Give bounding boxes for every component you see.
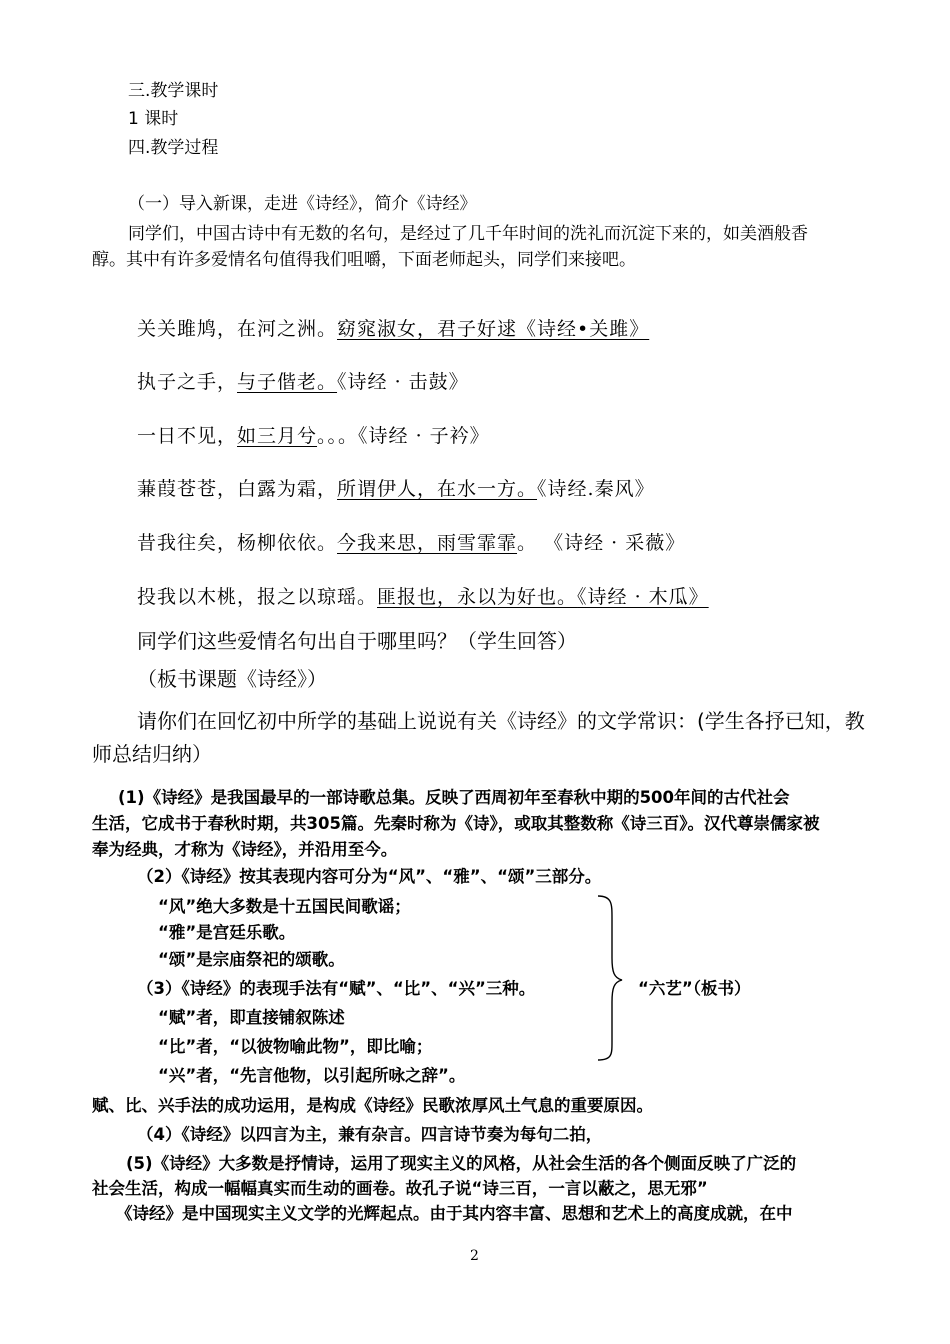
poem-line [137, 528, 685, 555]
note-reason: 赋、比、兴手法的成功运用，是构成《诗经》民歌浓厚风土气息的重要原因。 [92, 1096, 653, 1115]
poem-line-plain: 一日不见， [137, 425, 238, 447]
poem-line [137, 474, 655, 501]
question-line: 同学们这些爱情名句出自于哪里吗？（学生回答） [137, 629, 577, 653]
page-number: 2 [470, 1248, 479, 1264]
poem-line-underlined: 窈窕淑女，君子好逑 [337, 318, 518, 340]
poem-line [137, 582, 709, 609]
poem-line [137, 421, 490, 448]
ask-line2: 师总结归纳） [92, 742, 212, 766]
note-3: （3）《诗经》的表现手法有“赋”、“比”、“兴”三种。 [137, 979, 536, 998]
poem-line [137, 314, 649, 341]
poem-source: 《诗经•关雎》 [517, 318, 650, 340]
poem-line-plain: 投我以木桃，报之以琼瑶。 [137, 586, 378, 608]
board-note: （板书课题《诗经》） [137, 667, 327, 691]
intro-paragraph-line1: 同学们，中国古诗中有无数的名句，是经过了几千年时间的洗礼而沉淀下来的，如美酒般香 [128, 224, 808, 244]
heading-teaching-process: 四.教学过程 [128, 138, 219, 158]
hours-value: 1 课时 [128, 109, 179, 129]
section-title-intro: （一）导入新课，走进《诗经》，简介《诗经》 [128, 194, 477, 214]
note-1-line2: 生活，它成书于春秋时期，共305篇。先秦时称为《诗》，或取其整数称《诗三百》。汉代尊崇儒家被 [92, 814, 820, 833]
poem-line-underlined: 今我来思，雨雪霏霏 [337, 532, 518, 554]
poem-source: 。。。《诗经 · 子衿》 [317, 425, 490, 447]
note-liuyi: “六艺”（板书） [638, 979, 751, 998]
intro-paragraph-line2: 醇。其中有许多爱情名句值得我们咀嚼，下面老师起头，同学们来接吧。 [92, 250, 636, 270]
note-1-line1: (1)《诗经》是我国最早的一部诗歌总集。反映了西周初年至春秋中期的500年间的古代社会 [118, 788, 790, 807]
note-5-line1: (5)《诗经》大多数是抒情诗，运用了现实主义的风格，从社会生活的各个侧面反映了广泛的 [126, 1154, 797, 1173]
note-ya: “雅”是宫廷乐歌。 [158, 923, 296, 942]
note-5-line2: 社会生活，构成一幅幅真实而生动的画卷。故孔子说“诗三百，一言以蔽之，思无邪” [92, 1179, 708, 1198]
brace-icon [590, 892, 630, 1062]
note-2: （2）《诗经》按其表现内容可分为“风”、“雅”、“颂”三部分。 [137, 867, 602, 886]
ask-line1: 请你们在回忆初中所学的基础上说说有关《诗经》的文学常识：(学生各抒已知，教 [137, 709, 865, 733]
note-bi: “比”者，“以彼物喻此物”，即比喻； [158, 1037, 433, 1056]
poem-line-plain: 昔我往矣，杨柳依依。 [137, 532, 338, 554]
poem-line [137, 367, 469, 394]
poem-line-plain: 关关雎鸠，在河之洲。 [137, 318, 338, 340]
poem-line-underlined: 与子偕老。 [237, 371, 338, 393]
poem-line-underlined: 所谓伊人，在水一方。 [337, 478, 538, 500]
note-feng: “风”绝大多数是十五国民间歌谣； [158, 897, 411, 916]
poem-line-underlined: 如三月兮 [237, 425, 318, 447]
note-fu: “赋”者，即直接铺叙陈述 [158, 1008, 345, 1027]
poem-line-plain: 执子之手， [137, 371, 238, 393]
poem-source: 《诗经 · 击鼓》 [337, 371, 469, 393]
note-1-line3: 奉为经典，才称为《诗经》，并沿用至今。 [92, 840, 398, 859]
note-6-line1: 《诗经》是中国现实主义文学的光辉起点。由于其内容丰富、思想和艺术上的高度成就，在中 [116, 1204, 793, 1223]
note-4: （4）《诗经》以四言为主，兼有杂言。四言诗节奏为每句二拍， [137, 1125, 603, 1144]
note-xing: “兴”者，“先言他物，以引起所咏之辞”。 [158, 1066, 466, 1085]
poem-source: 。 《诗经 · 采薇》 [517, 532, 686, 554]
poem-source: 《诗经.秦风》 [537, 478, 655, 500]
heading-teaching-hours: 三.教学课时 [128, 81, 219, 101]
poem-line-underlined: 匪报也，永以为好也。 [377, 586, 578, 608]
poem-source: 《诗经 · 木瓜》 [577, 586, 709, 608]
note-song: “颂”是宗庙祭祀的颂歌。 [158, 950, 345, 969]
poem-line-plain: 蒹葭苍苍，白露为霜， [137, 478, 338, 500]
